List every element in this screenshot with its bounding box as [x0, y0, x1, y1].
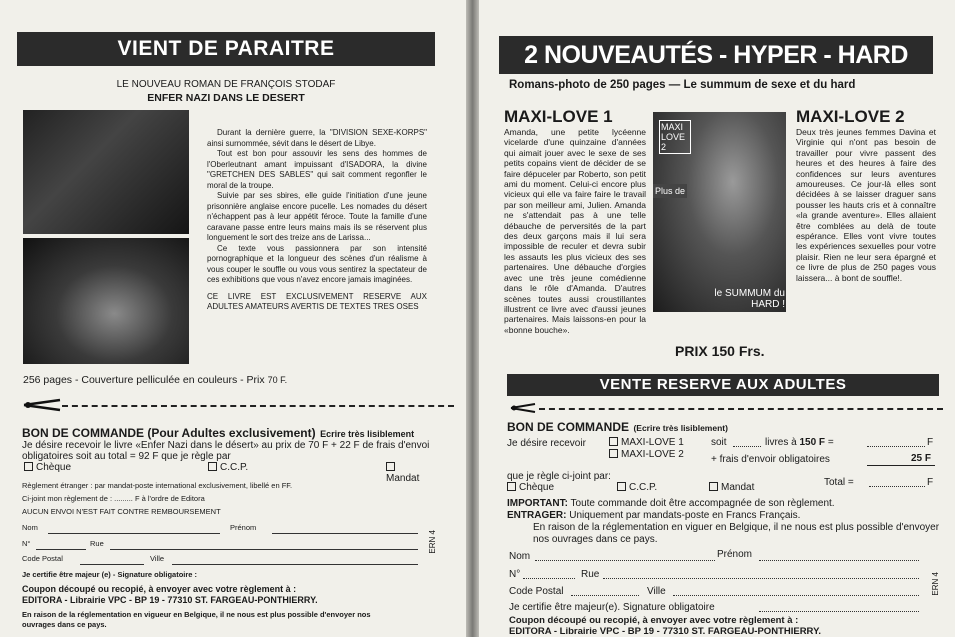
right-price: PRIX 150 Frs.	[675, 343, 765, 359]
left-paragraph-4: Ce texte vous passionnera par son intensité pornographique et la longueur des scènes d'un réalisme à vous couper le souffle ou vous vous sentirez la spectateur de ces exhibitions que vous n'avez encore jamais imaginées.	[207, 243, 427, 284]
left-code-postal-label: Code Postal	[22, 554, 63, 563]
left-book-title: ENFER NAZI DANS LE DESERT	[147, 92, 305, 104]
right-ville-label: Ville	[647, 586, 666, 597]
left-rue-label: Rue	[90, 539, 104, 548]
left-rule-1: Règlement étranger : par mandat-poste international exclusivement, libellé en FF.	[22, 481, 293, 490]
cover-photo-top	[23, 110, 189, 234]
right-order-title: BON DE COMMANDE	[507, 420, 629, 434]
right-rue-label: Rue	[581, 569, 600, 580]
book2-text: Deux très jeunes femmes Davina et Virginie qui n'ont pas besoin de travailler pour vivre passent des heures et des heures à faire des confidences sur leurs aventures amoureuses. Ce jour-là elles sont décidées à se laisser draguer sans pousser les hauts cris et à connaître «la grande aventure». Elles allaient être comblées au delà de toute espérance. Elles vont vivre toutes les expériences sexuelles pour votre plaisir. Rien ne leur sera épargné et ce livre de plus de 250 pages vous laissera... à bont de souffle!.	[796, 127, 936, 283]
left-code-postal-field[interactable]	[80, 554, 144, 565]
left-banner: VIENT DE PARAITRE	[17, 32, 435, 66]
right-numero-field[interactable]	[523, 569, 575, 579]
right-nom-field[interactable]	[535, 551, 715, 561]
shipping-label: + frais d'envoir obligatoires	[711, 454, 830, 465]
book1-text: Amanda, une petite lycéenne vicelarde d'une quinzaine d'années qui aimait jouer avec le sexe de ses petits copains vient de décider de se faire dépuceler par Roberto, son petit ami du moment. Celui-ci encore plus vicieux qui elle va faire faire le travail par son meilleur ami, Julien. Amanda ne s'attendait pas à une telle débauche de perversités de la part des deux garçons mais il lui sera impossible de reculer et devra subir les assauts les plus vicieux des ses partenaires. Une débauche d'orgies avec une très jeune comédienne dans le rôle d'Amanda. D'autres scènes toutes aussi croustillantes illustrent ce livre avec d'aussi jeunes partenaires. Mais laissons-en pour la «bonne bouche».	[504, 127, 646, 335]
right-certify: Je certifie être majeur(e). Signature obligatoire	[509, 602, 715, 613]
right-cut-line	[539, 408, 943, 410]
shipping-underline	[867, 465, 935, 466]
left-coupon: Coupon découpé ou recopié, à envoyer avec votre règlement à :	[22, 584, 297, 594]
right-order-note: (Ecrire très lisiblement)	[633, 423, 728, 433]
left-ccp-option[interactable]: C.C.P.	[208, 462, 248, 473]
left-ville-label: Ville	[150, 554, 165, 563]
right-nom-label: Nom	[509, 551, 531, 562]
left-page	[0, 0, 466, 637]
cut-line	[62, 405, 454, 407]
ml1-option[interactable]: MAXI-LOVE 1	[609, 437, 684, 448]
right-rue-field[interactable]	[603, 569, 919, 579]
left-nom-label: Nom	[22, 523, 38, 532]
left-subtitle: LE NOUVEAU ROMAN DE FRANÇOIS STODAF	[116, 79, 336, 90]
right-ern-code: ERN 4	[931, 572, 940, 596]
quantity-line: soit	[711, 437, 727, 448]
total-field[interactable]	[869, 477, 925, 487]
left-ern-code: ERN 4	[428, 530, 437, 554]
cover-photo-maxi-love	[653, 112, 786, 312]
checkbox-icon[interactable]	[208, 462, 217, 471]
subtotal-currency: F	[927, 437, 934, 448]
shipping-value: 25 F	[911, 453, 932, 464]
left-certify: Je certifie être majeur (e) - Signature obligatoire :	[22, 570, 198, 579]
checkbox-icon[interactable]	[386, 462, 395, 471]
left-nom-field[interactable]	[48, 523, 220, 534]
right-mandat-option[interactable]: Mandat	[709, 482, 754, 493]
left-address: EDITORA - Librairie VPC - BP 19 - 77310 ST. FARGEAU-PONTHIERRY.	[22, 595, 318, 605]
book-gutter	[466, 0, 479, 637]
right-address: EDITORA - Librairie VPC - BP 19 - 77310 ST. FARGEAU-PONTHIERRY.	[509, 626, 821, 637]
checkbox-icon[interactable]	[507, 482, 516, 491]
left-order-desire: Je désire recevoir le livre «Enfer Nazi dans le désert» au prix de 70 F + 22 F de frais d'envoi obligatoires soit au total = 92 F que je règle par	[22, 440, 430, 462]
left-prenom-field[interactable]	[272, 523, 418, 534]
cover-slogan: le SUMMUM du HARD !	[714, 288, 785, 310]
left-order-title: BON DE COMMANDE (Pour Adultes exclusivement)	[22, 426, 316, 440]
book1-title: MAXI-LOVE 1	[504, 107, 613, 126]
right-prenom-field[interactable]	[759, 551, 919, 561]
subtotal-field[interactable]	[867, 437, 925, 447]
right-subtitle: Romans-photo de 250 pages — Le summum de sexe et du hard	[509, 79, 856, 91]
right-belgium-note: En raison de la réglementation en viguer en Belgique, il ne nous est plus possible d'envoyer nos ouvrages dans ce pays.	[533, 522, 940, 545]
right-ville-field[interactable]	[673, 586, 919, 596]
left-rule-3: AUCUN ENVOI N'EST FAIT CONTRE REMBOURSEMENT	[22, 507, 221, 516]
left-numero-field[interactable]	[36, 539, 86, 550]
checkbox-icon[interactable]	[617, 482, 626, 491]
pages-price: 70 F.	[267, 375, 288, 385]
left-payment-options	[24, 462, 424, 484]
right-ccp-option[interactable]: C.C.P.	[617, 482, 657, 493]
left-paragraph-1: Durant la dernière guerre, la "DIVISION SEXE-KORPS" ainsi surnommée, sévit dans le désert de Libye.	[207, 128, 427, 148]
important-note: IMPORTANT: Toute commande doit être accompagnée de son règlement.	[507, 498, 835, 509]
right-order-heading	[507, 418, 947, 436]
left-paragraph-5: CE LIVRE EST EXCLUSIVEMENT RESERVE AUX ADULTES AMATEURS AVERTIS DE TEXTES TRES OSES	[207, 291, 427, 311]
left-rue-field[interactable]	[110, 539, 418, 550]
left-description	[207, 128, 427, 313]
cover-tag: Plus de	[655, 186, 686, 196]
left-rule-2: Ci-joint mon règlement de : ......... F à l'ordre de Editora	[22, 494, 205, 503]
left-paragraph-3: Suivie par ses sbires, elle guide l'initiation d'une jeune prisonnière anglaise encore pucelle. Les nomades du désert n'échappent pas à leur appétit féroce. Toute la famille d'une caravane passe entre leurs mains mais ils se réservent plus longuement le sort des treize ans de Larissa...	[207, 191, 427, 242]
left-paragraph-2: Tout est bon pour assouvir les sens des hommes de l'Oberleutnant amant impuissant d'ISADORA, la divine "GRETCHEN DES SABLES" qui sait comment regonfler le moral de la troupe.	[207, 149, 427, 190]
unit-price-line: livres à 150 F =	[765, 437, 834, 448]
foreign-note: ENTRAGER: Uniquement par mandats-poste en Francs Français.	[507, 510, 801, 521]
book2-title: MAXI-LOVE 2	[796, 107, 905, 126]
left-order-note: Ecrire très lisiblement	[320, 429, 415, 439]
left-mandat-option[interactable]: Mandat	[386, 462, 424, 484]
checkbox-icon[interactable]	[609, 437, 618, 446]
quantity-field[interactable]	[733, 437, 761, 447]
checkbox-icon[interactable]	[609, 449, 618, 458]
checkbox-icon[interactable]	[24, 462, 33, 471]
right-code-postal-label: Code Postal	[509, 586, 564, 597]
left-belgium-note: En raison de la réglementation en vigueur en Belgique, il ne nous est plus possible d'envoyer nos ouvrages dans ce pays.	[22, 610, 371, 629]
ml2-option[interactable]: MAXI-LOVE 2	[609, 449, 684, 460]
scissors-icon	[22, 398, 62, 412]
left-cheque-option[interactable]: Chèque	[24, 462, 71, 473]
pages-line	[23, 374, 443, 386]
cover-photo-bottom	[23, 238, 189, 364]
scissors-icon	[509, 402, 537, 414]
right-code-postal-field[interactable]	[571, 586, 639, 596]
right-desire-label: Je désire recevoir	[507, 438, 586, 449]
checkbox-icon[interactable]	[709, 482, 718, 491]
left-ville-field[interactable]	[172, 554, 418, 565]
left-prenom-label: Prénom	[230, 523, 257, 532]
pages-text: 256 pages - Couverture pelliculée en couleurs - Prix	[23, 374, 265, 386]
total-currency: F	[927, 477, 934, 488]
right-signature-field[interactable]	[759, 602, 919, 612]
right-page	[479, 0, 955, 637]
cover-logo: MAXI LOVE 2	[659, 120, 691, 154]
right-cheque-option[interactable]: Chèque	[507, 482, 554, 493]
right-prenom-label: Prénom	[717, 549, 753, 560]
right-banner: 2 NOUVEAUTÉS - HYPER - HARD	[499, 36, 933, 74]
right-coupon: Coupon découpé ou recopié, à envoyer avec votre règlement à :	[509, 615, 799, 626]
left-numero-label: N°	[22, 539, 31, 548]
pay-by-label: que je règle ci-joint par:	[507, 471, 611, 482]
right-adults-banner: VENTE RESERVE AUX ADULTES	[507, 374, 939, 396]
right-numero-label: N°	[509, 569, 521, 580]
total-label: Total =	[824, 477, 854, 488]
